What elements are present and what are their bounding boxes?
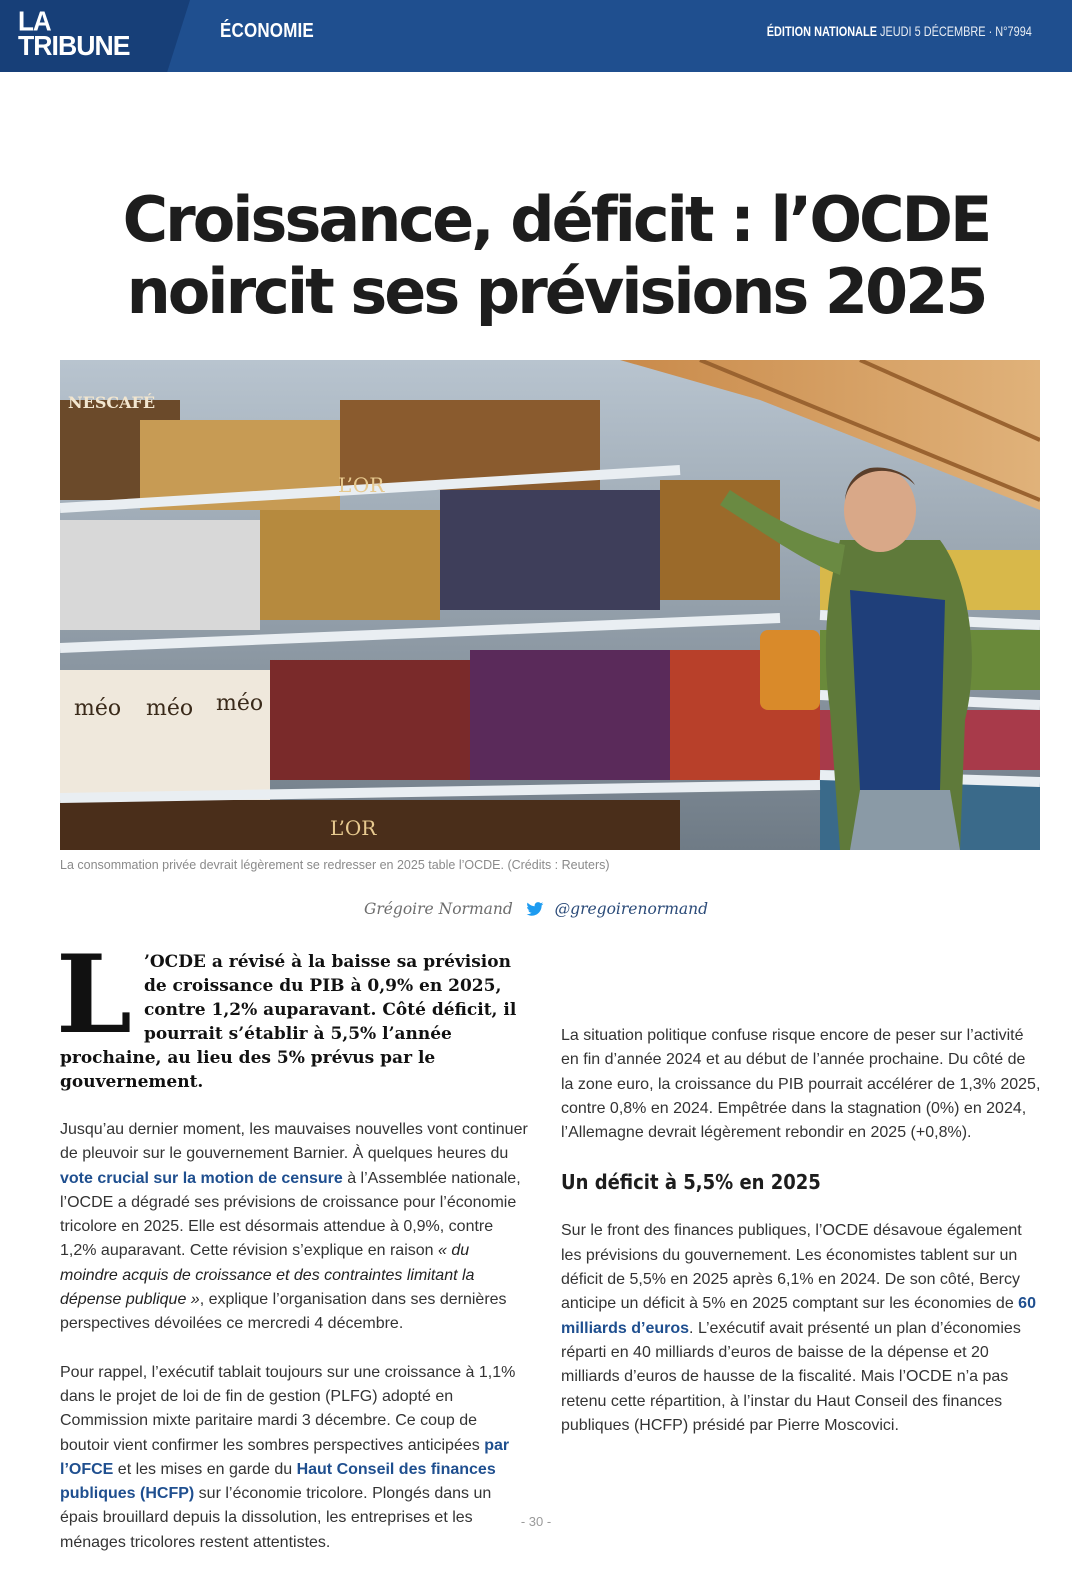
article-column-right <box>561 0 1041 1462</box>
photo-label-meo-2: méo <box>146 696 194 721</box>
logo-line-2: TRIBUNE <box>18 30 130 61</box>
photo-label-lor-1: L’OR <box>338 473 385 497</box>
page-number: - 30 - <box>520 1514 552 1529</box>
section-label[interactable]: ÉCONOMIE <box>220 20 314 42</box>
paragraph-3: La situation politique confuse risque encore de peser sur l’activité en fin d’année 2024 et au début de l’année prochaine. Du côté de la zone euro, la croissance du PIB pourrait accélérer de 1,3% 2025, contre 0,8% en 2024. Empêtrée dans la stagnation (0%) en 2024, l’Allemagne devrait légèrement rebondir en 2025 (+0,8%). <box>561 1027 1041 1142</box>
edition-label: ÉDITION NATIONALE <box>766 23 878 39</box>
photo-label-meo-3: méo <box>216 691 264 716</box>
article-title: Croissance, déficit : l’OCDE noircit ses prévisions 2025 <box>122 183 990 328</box>
link-ofce[interactable]: par l’OFCE <box>60 1436 510 1478</box>
link-60-milliards[interactable]: 60 milliards d’euros <box>561 1295 1036 1337</box>
p4-text-b: . L’exécutif avait présenté un plan d’économies réparti en 40 milliards d’euros de baisse de la dépense et 20 milliards d’euros de hausse de la fiscalité. Mais l’OCDE n’a pas retenu cette répartition, à l’instar du Haut Conseil des finances publiques (HCFP) présidé par Pierre Moscovici. <box>561 1319 1021 1434</box>
article-lead <box>56 932 530 1094</box>
p1-quote: « du moindre acquis de croissance et des contraintes limitant la dépense publique » <box>60 1242 475 1309</box>
author-handle[interactable]: @gregoirenormand <box>554 900 709 918</box>
p1-text-c: , explique l’organisation dans ses dernières perspectives dévoilées ce mercredi 4 décembre. <box>60 1291 507 1333</box>
link-motion-de-censure[interactable]: vote crucial sur la motion de censure <box>60 1169 343 1187</box>
lead-text: ’OCDE a révisé à la baisse sa prévision de croissance du PIB à 0,9% en 2025, contre 1,2% auparavant. Côté déficit, il pourrait s’établir à 5,5% l’année prochaine, au lieu des 5% prévus par le gouvernement. <box>60 952 517 1092</box>
photo-caption: La consommation privée devrait légèrement se redresser en 2025 table l’OCDE. (Crédits : Reuters) <box>60 858 610 872</box>
edition-date: JEUDI 5 DÉCEMBRE · N°7994 <box>880 23 1032 39</box>
photo-label-lor-2: L’OR <box>330 816 377 840</box>
article-column-left <box>56 932 530 1579</box>
logo-line-1: LA <box>18 5 51 37</box>
photo-label-meo-1: méo <box>74 696 122 721</box>
la-tribune-logo[interactable] <box>18 5 148 62</box>
photo-label-nescafe: NESCAFÉ <box>68 393 156 412</box>
link-hcfp[interactable]: Haut Conseil des finances publiques (HCFP) <box>60 1460 496 1503</box>
p4-text-a: Sur le front des finances publiques, l’OCDE désavoue également les prévisions du gouvernement. Les économistes tablent sur un déficit de 5,5% en 2025 après 6,1% en 2024. De son côté, Bercy anticipe un déficit à 5% en 2025 comptant sur les économies de <box>561 1222 1022 1313</box>
p2-text-a: Pour rappel, l’exécutif tablait toujours sur une croissance à 1,1% dans le projet de loi de fin de gestion (PLFG) adopté en Commission mixte paritaire mardi 3 décembre. Ce coup de boutoir vient confirmer les sombres perspectives anticipées <box>60 1363 516 1454</box>
paragraph-1 <box>60 1118 530 1337</box>
author-name[interactable]: Grégoire Normand <box>363 900 513 918</box>
twitter-bird-icon[interactable] <box>526 902 544 921</box>
lead-dropcap: L <box>56 932 132 1058</box>
p1-text-b: à l’Assemblée nationale, l’OCDE a dégradé ses prévisions de croissance pour l’économie tricolore en 2025. Elle est désormais attendue à 0,9%, contre 1,2% auparavant. Cette révision s’explique en raison <box>60 1169 521 1260</box>
subheading: Un déficit à 5,5% en 2025 <box>561 1170 821 1195</box>
paragraph-4 <box>561 1219 1041 1438</box>
p1-text-a: Jusqu’au dernier moment, les mauvaises nouvelles vont continuer de pleuvoir sur le gouvernement Barnier. À quelques heures du <box>60 1121 528 1163</box>
p2-text-b: et les mises en garde du <box>113 1460 297 1478</box>
p2-text-c: sur l’économie tricolore. Plongés dans un épais brouillard depuis la dissolution, les entreprises et les ménages tricolores restent attentistes. <box>60 1485 492 1551</box>
